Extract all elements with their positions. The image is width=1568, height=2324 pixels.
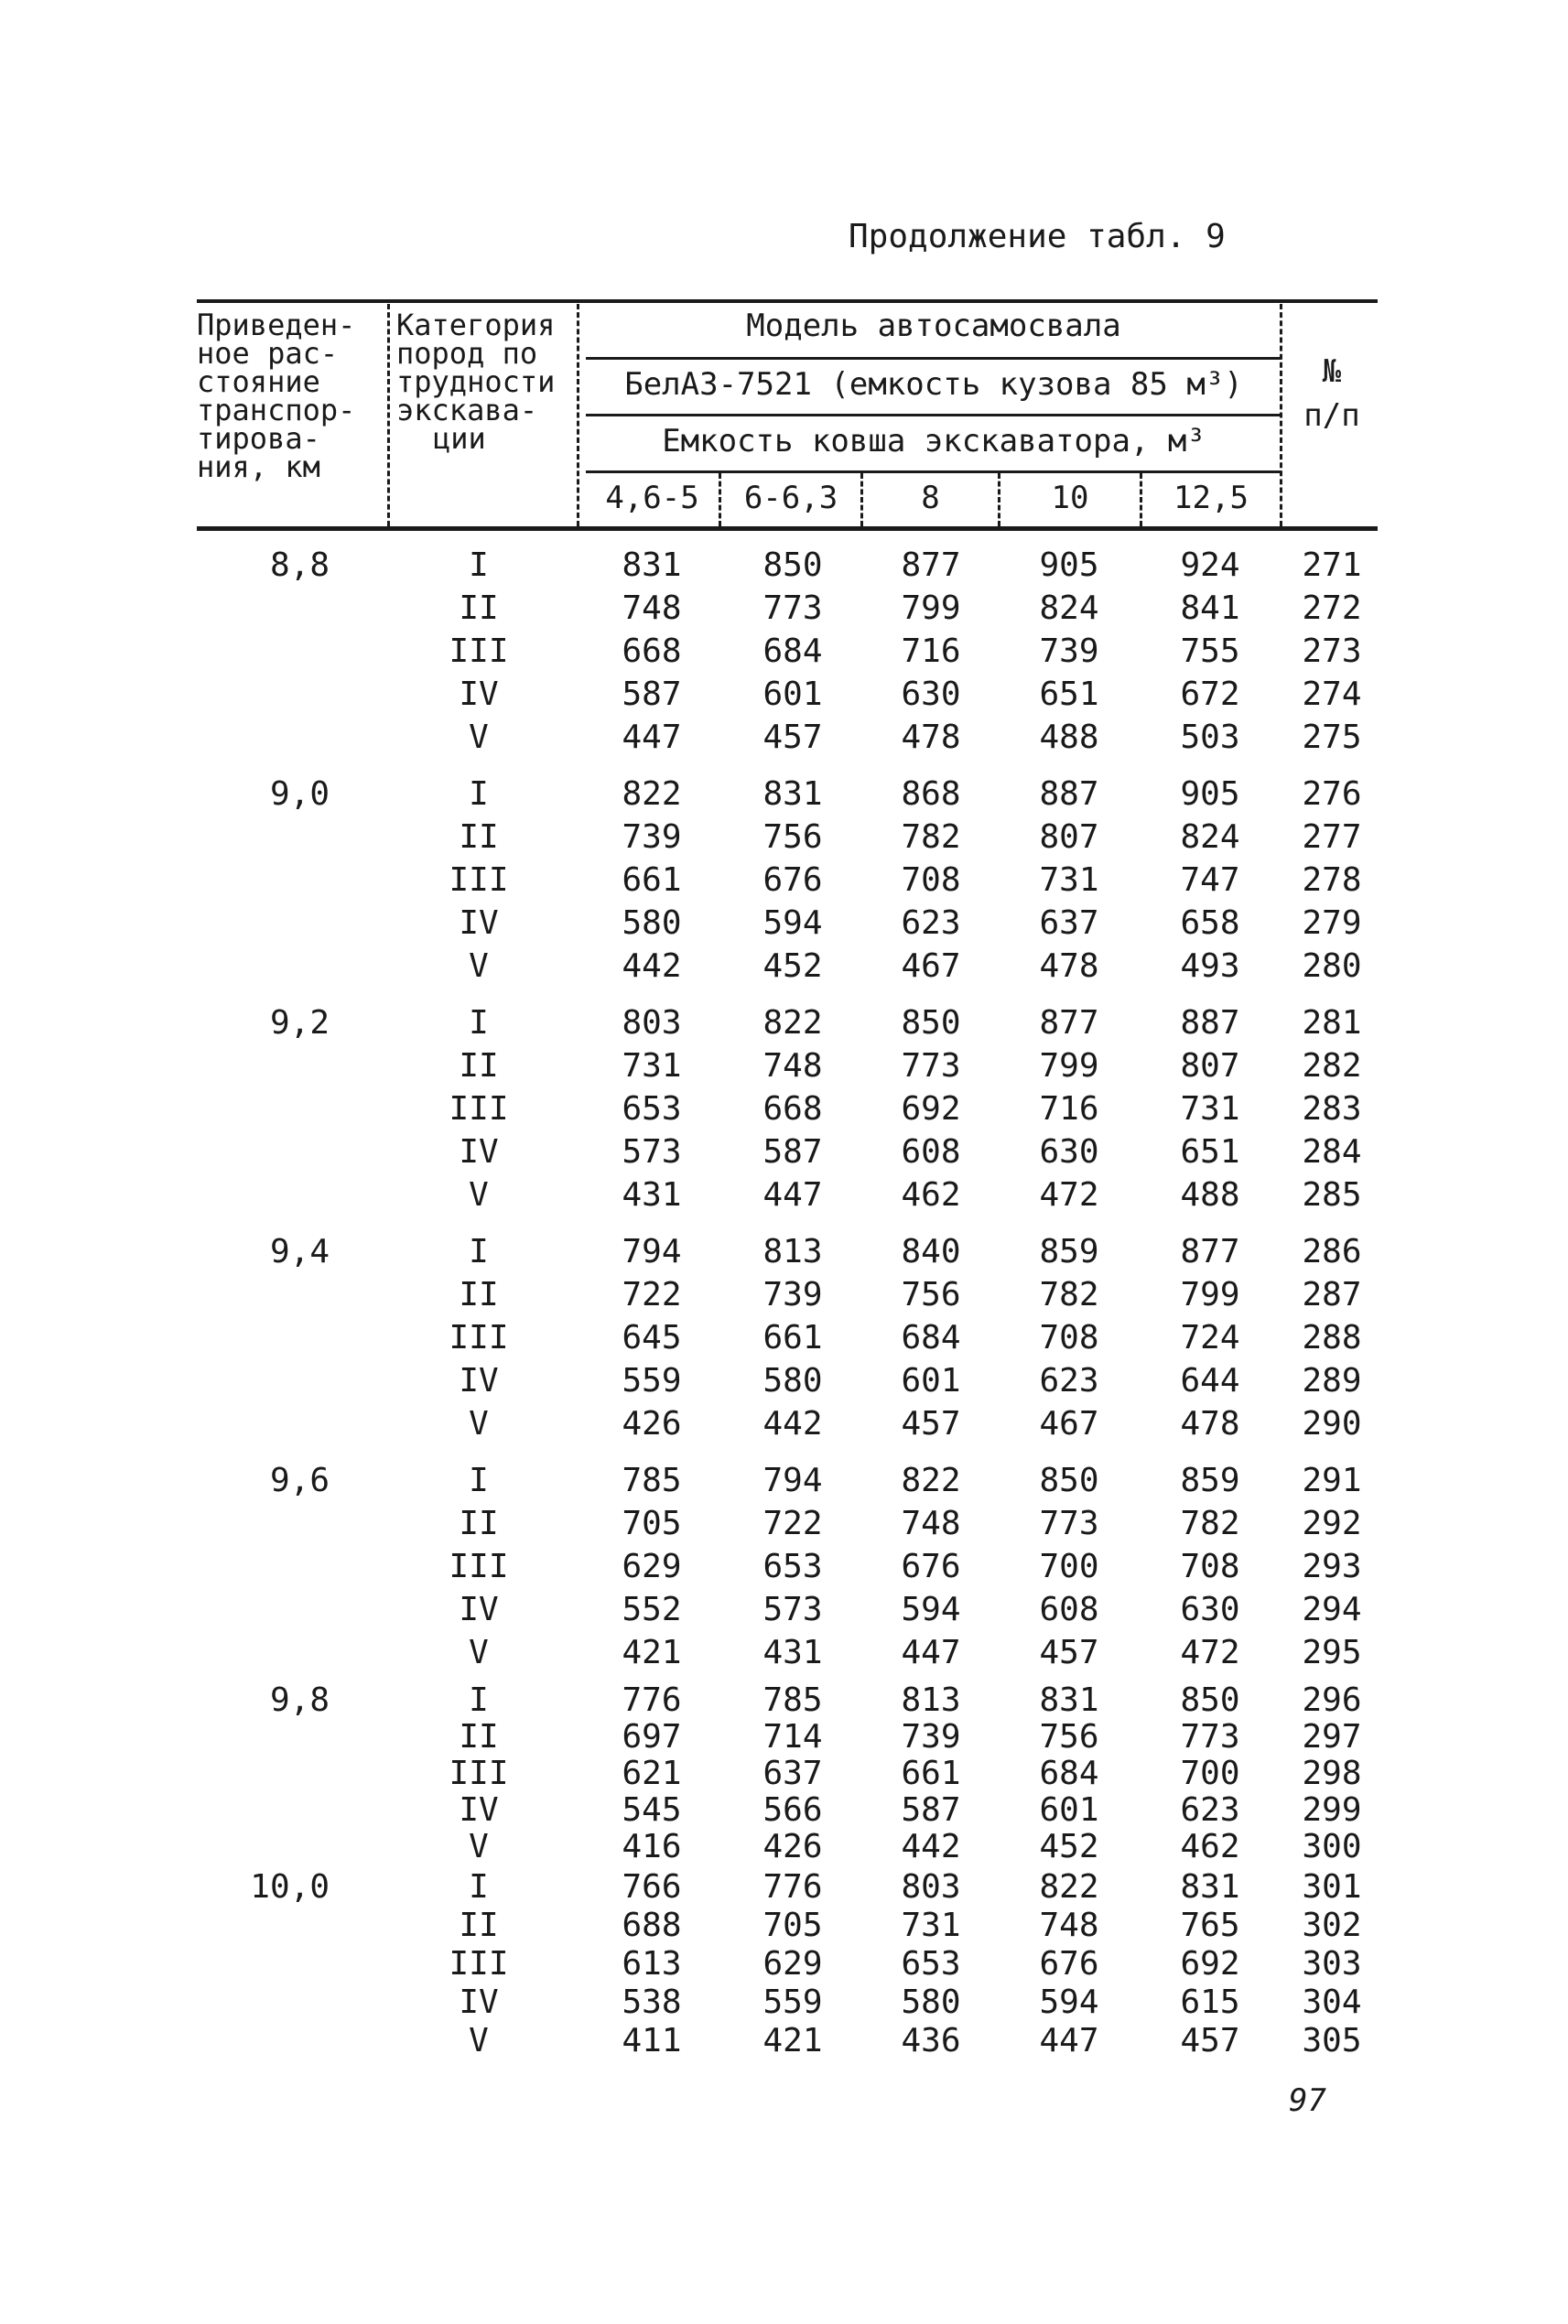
capacity-value: 807	[1039, 818, 1099, 856]
capacity-value: 850	[901, 1004, 961, 1042]
category-value: III	[449, 1319, 509, 1357]
capacity-value: 748	[1039, 1907, 1099, 1944]
category-value: II	[459, 1047, 499, 1085]
category-value: I	[469, 546, 489, 584]
capacity-value: 877	[901, 546, 961, 584]
capacity-value: 831	[1180, 1868, 1240, 1906]
capacity-value: 924	[1180, 546, 1240, 584]
capacity-value: 623	[901, 904, 961, 942]
capacity-value: 831	[1039, 1681, 1099, 1719]
header-number-line: п/п	[1303, 397, 1360, 434]
header-category-line: экскава-	[396, 393, 538, 427]
category-value: V	[469, 947, 489, 985]
capacity-value: 658	[1180, 904, 1240, 942]
capacity-value: 457	[1180, 2022, 1240, 2059]
capacity-value: 684	[901, 1319, 961, 1357]
capacity-value: 748	[762, 1047, 823, 1085]
capacity-value: 859	[1039, 1233, 1099, 1270]
category-value: III	[449, 1090, 509, 1128]
capacity-value: 722	[762, 1505, 823, 1542]
capacity-value: 747	[1180, 861, 1240, 899]
capacity-value: 452	[762, 947, 823, 985]
category-value: IV	[459, 904, 499, 942]
capacity-value: 457	[762, 719, 823, 756]
capacity-value: 629	[622, 1548, 682, 1585]
capacity-value: 580	[901, 1984, 961, 2021]
capacity-value: 850	[1180, 1681, 1240, 1719]
category-value: IV	[459, 676, 499, 713]
header-bucket-size: 8	[921, 480, 940, 516]
capacity-value: 601	[1039, 1791, 1099, 1829]
capacity-value: 653	[901, 1945, 961, 1983]
row-number: 295	[1302, 1634, 1362, 1671]
row-number: 298	[1302, 1755, 1362, 1792]
capacity-value: 493	[1180, 947, 1240, 985]
capacity-value: 887	[1039, 775, 1099, 813]
category-value: V	[469, 1634, 489, 1671]
capacity-value: 645	[622, 1319, 682, 1357]
capacity-value: 700	[1180, 1755, 1240, 1792]
row-number: 275	[1302, 719, 1362, 756]
capacity-value: 621	[622, 1755, 682, 1792]
capacity-value: 803	[901, 1868, 961, 1906]
row-number: 272	[1302, 589, 1362, 627]
row-number: 286	[1302, 1233, 1362, 1270]
capacity-value: 601	[762, 676, 823, 713]
capacity-value: 478	[1180, 1405, 1240, 1443]
capacity-value: 748	[622, 589, 682, 627]
category-value: IV	[459, 1591, 499, 1628]
bucket-subrule	[586, 470, 1281, 473]
capacity-value: 756	[1039, 1718, 1099, 1756]
capacity-value: 877	[1180, 1233, 1240, 1270]
category-value: I	[469, 1462, 489, 1499]
capacity-value: 608	[1039, 1591, 1099, 1628]
header-category-line: Категория	[396, 308, 556, 342]
table-top-rule	[197, 299, 1378, 303]
header-distance-line: Приведен-	[197, 308, 356, 342]
capacity-value: 653	[622, 1090, 682, 1128]
capacity-value: 587	[622, 676, 682, 713]
row-number: 300	[1302, 1828, 1362, 1865]
category-value: I	[469, 1681, 489, 1719]
capacity-value: 813	[762, 1233, 823, 1270]
header-distance-line: транспор-	[197, 393, 356, 427]
row-number: 290	[1302, 1405, 1362, 1443]
capacity-value: 684	[1039, 1755, 1099, 1792]
header-distance	[197, 308, 356, 484]
category-value: I	[469, 1233, 489, 1270]
row-number: 296	[1302, 1681, 1362, 1719]
capacity-value: 700	[1039, 1548, 1099, 1585]
capacity-value: 644	[1180, 1362, 1240, 1400]
category-value: IV	[459, 1984, 499, 2021]
row-number: 304	[1302, 1984, 1362, 2021]
col-divider-2	[577, 304, 579, 526]
capacity-value: 488	[1039, 719, 1099, 756]
capacity-value: 708	[1039, 1319, 1099, 1357]
capacity-value: 629	[762, 1945, 823, 1983]
capacity-value: 850	[762, 546, 823, 584]
category-value: V	[469, 2022, 489, 2059]
page-number: 97	[1289, 2082, 1326, 2119]
capacity-value: 708	[1180, 1548, 1240, 1585]
capacity-value: 731	[1039, 861, 1099, 899]
capacity-value: 594	[1039, 1984, 1099, 2021]
capacity-value: 799	[1039, 1047, 1099, 1085]
category-value: II	[459, 1907, 499, 1944]
capacity-value: 613	[622, 1945, 682, 1983]
capacity-value: 447	[901, 1634, 961, 1671]
header-category-line: трудности	[396, 364, 556, 399]
truck-subrule	[586, 414, 1281, 416]
capacity-value: 841	[1180, 589, 1240, 627]
capacity-value: 756	[762, 818, 823, 856]
capacity-value: 538	[622, 1984, 682, 2021]
row-number: 292	[1302, 1505, 1362, 1542]
capacity-value: 824	[1039, 589, 1099, 627]
category-value: V	[469, 1828, 489, 1865]
capacity-value: 594	[762, 904, 823, 942]
category-value: II	[459, 589, 499, 627]
row-number: 303	[1302, 1945, 1362, 1983]
row-number: 280	[1302, 947, 1362, 985]
header-bottom-rule	[197, 526, 1378, 531]
category-value: III	[449, 1945, 509, 1983]
capacity-value: 859	[1180, 1462, 1240, 1499]
capacity-value: 442	[901, 1828, 961, 1865]
header-category	[396, 308, 556, 456]
capacity-value: 608	[901, 1133, 961, 1171]
capacity-value: 692	[1180, 1945, 1240, 1983]
capacity-value: 421	[622, 1634, 682, 1671]
distance-value: 9,0	[269, 775, 330, 813]
capacity-value: 739	[622, 818, 682, 856]
capacity-value: 447	[1039, 2022, 1099, 2059]
header-distance-line: стояние	[197, 364, 320, 399]
capacity-value: 566	[762, 1791, 823, 1829]
table-caption: Продолжение табл. 9	[849, 218, 1226, 255]
row-number: 287	[1302, 1276, 1362, 1313]
row-number: 284	[1302, 1133, 1362, 1171]
header-model: Модель автосамосвала	[746, 308, 1121, 344]
capacity-value: 822	[901, 1462, 961, 1499]
distance-value: 8,8	[269, 546, 330, 584]
capacity-value: 421	[762, 2022, 823, 2059]
capacity-value: 442	[762, 1405, 823, 1443]
capacity-value: 803	[622, 1004, 682, 1042]
capacity-value: 773	[762, 589, 823, 627]
capacity-value: 653	[762, 1548, 823, 1585]
capacity-value: 773	[1180, 1718, 1240, 1756]
category-value: I	[469, 1004, 489, 1042]
row-number: 282	[1302, 1047, 1362, 1085]
capacity-value: 457	[1039, 1634, 1099, 1671]
capacity-value: 651	[1180, 1133, 1240, 1171]
capacity-value: 503	[1180, 719, 1240, 756]
capacity-value: 773	[901, 1047, 961, 1085]
capacity-value: 668	[622, 632, 682, 670]
category-value: I	[469, 1868, 489, 1906]
capacity-value: 587	[762, 1133, 823, 1171]
row-number: 294	[1302, 1591, 1362, 1628]
capacity-value: 601	[901, 1362, 961, 1400]
capacity-value: 766	[622, 1868, 682, 1906]
row-number: 293	[1302, 1548, 1362, 1585]
capacity-value: 731	[622, 1047, 682, 1085]
capacity-value: 630	[1180, 1591, 1240, 1628]
capacity-value: 580	[622, 904, 682, 942]
category-value: II	[459, 1718, 499, 1756]
capacity-value: 545	[622, 1791, 682, 1829]
distance-value: 9,8	[269, 1681, 330, 1719]
capacity-value: 785	[622, 1462, 682, 1499]
capacity-value: 436	[901, 2022, 961, 2059]
capacity-value: 739	[1039, 632, 1099, 670]
row-number: 299	[1302, 1791, 1362, 1829]
capacity-value: 905	[1180, 775, 1240, 813]
capacity-value: 431	[762, 1634, 823, 1671]
capacity-value: 462	[1180, 1828, 1240, 1865]
capacity-value: 478	[901, 719, 961, 756]
row-number: 297	[1302, 1718, 1362, 1756]
capacity-value: 739	[762, 1276, 823, 1313]
capacity-value: 705	[762, 1907, 823, 1944]
capacity-value: 630	[901, 676, 961, 713]
header-bucket-size: 4,6-5	[605, 480, 699, 516]
capacity-value: 447	[762, 1176, 823, 1214]
category-value: V	[469, 719, 489, 756]
capacity-value: 623	[1180, 1791, 1240, 1829]
capacity-value: 782	[1039, 1276, 1099, 1313]
capacity-value: 831	[622, 546, 682, 584]
capacity-value: 472	[1180, 1634, 1240, 1671]
capacity-value: 822	[622, 775, 682, 813]
distance-value: 9,2	[269, 1004, 330, 1042]
capacity-value: 868	[901, 775, 961, 813]
capacity-value: 731	[901, 1907, 961, 1944]
header-truck: БелАЗ-7521 (емкость кузова 85 м³)	[624, 366, 1243, 403]
row-number: 271	[1302, 546, 1362, 584]
capacity-value: 731	[1180, 1090, 1240, 1128]
capacity-value: 676	[762, 861, 823, 899]
capacity-value: 739	[901, 1718, 961, 1756]
row-number: 277	[1302, 818, 1362, 856]
capacity-value: 794	[762, 1462, 823, 1499]
capacity-value: 684	[762, 632, 823, 670]
capacity-value: 457	[901, 1405, 961, 1443]
capacity-value: 637	[762, 1755, 823, 1792]
row-number: 281	[1302, 1004, 1362, 1042]
header-distance-line: ния, км	[197, 449, 320, 484]
capacity-value: 850	[1039, 1462, 1099, 1499]
row-number: 283	[1302, 1090, 1362, 1128]
capacity-value: 676	[1039, 1945, 1099, 1983]
capacity-value: 692	[901, 1090, 961, 1128]
capacity-value: 559	[762, 1984, 823, 2021]
row-number: 273	[1302, 632, 1362, 670]
category-value: V	[469, 1176, 489, 1214]
capacity-value: 637	[1039, 904, 1099, 942]
header-number-line: №	[1322, 353, 1342, 390]
capacity-value: 488	[1180, 1176, 1240, 1214]
capacity-value: 799	[901, 589, 961, 627]
capacity-value: 776	[762, 1868, 823, 1906]
distance-value: 9,4	[269, 1233, 330, 1270]
capacity-value: 447	[622, 719, 682, 756]
capacity-value: 676	[901, 1548, 961, 1585]
capacity-value: 559	[622, 1362, 682, 1400]
row-number: 289	[1302, 1362, 1362, 1400]
capacity-value: 580	[762, 1362, 823, 1400]
capacity-value: 661	[901, 1755, 961, 1792]
capacity-value: 661	[622, 861, 682, 899]
category-value: III	[449, 1755, 509, 1792]
capacity-value: 452	[1039, 1828, 1099, 1865]
row-number: 305	[1302, 2022, 1362, 2059]
capacity-value: 799	[1180, 1276, 1240, 1313]
capacity-value: 587	[901, 1791, 961, 1829]
model-subrule	[586, 357, 1281, 360]
capacity-value: 705	[622, 1505, 682, 1542]
capacity-value: 824	[1180, 818, 1240, 856]
capacity-value: 688	[622, 1907, 682, 1944]
col-divider-1	[387, 304, 390, 526]
capacity-value: 887	[1180, 1004, 1240, 1042]
row-number: 302	[1302, 1907, 1362, 1944]
category-value: III	[449, 861, 509, 899]
row-number: 276	[1302, 775, 1362, 813]
row-number: 278	[1302, 861, 1362, 899]
capacity-value: 840	[901, 1233, 961, 1270]
capacity-value: 442	[622, 947, 682, 985]
capacity-value: 426	[622, 1405, 682, 1443]
capacity-value: 714	[762, 1718, 823, 1756]
category-value: II	[459, 1505, 499, 1542]
capacity-value: 630	[1039, 1133, 1099, 1171]
distance-value: 10,0	[250, 1868, 330, 1906]
header-bucket-size: 10	[1051, 480, 1089, 516]
capacity-value: 462	[901, 1176, 961, 1214]
capacity-value: 831	[762, 775, 823, 813]
capacity-value: 716	[1039, 1090, 1099, 1128]
capacity-value: 905	[1039, 546, 1099, 584]
row-number: 291	[1302, 1462, 1362, 1499]
capacity-value: 426	[762, 1828, 823, 1865]
distance-value: 9,6	[269, 1462, 330, 1499]
header-category-line: пород по	[396, 336, 538, 371]
header-number	[1286, 350, 1378, 438]
capacity-value: 776	[622, 1681, 682, 1719]
capacity-value: 467	[901, 947, 961, 985]
header-bucket-size: 6-6,3	[743, 480, 838, 516]
capacity-value: 672	[1180, 676, 1240, 713]
capacity-value: 807	[1180, 1047, 1240, 1085]
header-bucket-size: 12,5	[1173, 480, 1249, 516]
capacity-value: 552	[622, 1591, 682, 1628]
category-value: I	[469, 775, 489, 813]
capacity-value: 773	[1039, 1505, 1099, 1542]
capacity-value: 785	[762, 1681, 823, 1719]
header-distance-line: ное рас-	[197, 336, 339, 371]
category-value: IV	[459, 1362, 499, 1400]
capacity-value: 467	[1039, 1405, 1099, 1443]
capacity-value: 822	[1039, 1868, 1099, 1906]
capacity-value: 431	[622, 1176, 682, 1214]
capacity-value: 782	[901, 818, 961, 856]
capacity-value: 416	[622, 1828, 682, 1865]
row-number: 279	[1302, 904, 1362, 942]
row-number: 288	[1302, 1319, 1362, 1357]
category-value: III	[449, 1548, 509, 1585]
header-bucket: Емкость ковша экскаватора, м³	[662, 423, 1206, 459]
row-number: 285	[1302, 1176, 1362, 1214]
capacity-value: 651	[1039, 676, 1099, 713]
capacity-value: 697	[622, 1718, 682, 1756]
capacity-value: 472	[1039, 1176, 1099, 1214]
category-value: II	[459, 818, 499, 856]
capacity-value: 755	[1180, 632, 1240, 670]
category-value: IV	[459, 1791, 499, 1829]
capacity-value: 813	[901, 1681, 961, 1719]
capacity-value: 668	[762, 1090, 823, 1128]
capacity-value: 794	[622, 1233, 682, 1270]
row-number: 301	[1302, 1868, 1362, 1906]
capacity-value: 748	[901, 1505, 961, 1542]
capacity-value: 594	[901, 1591, 961, 1628]
capacity-value: 615	[1180, 1984, 1240, 2021]
capacity-value: 573	[622, 1133, 682, 1171]
category-value: V	[469, 1405, 489, 1443]
category-value: II	[459, 1276, 499, 1313]
header-distance-line: тирова-	[197, 421, 320, 456]
capacity-value: 722	[622, 1276, 682, 1313]
capacity-value: 716	[901, 632, 961, 670]
capacity-value: 411	[622, 2022, 682, 2059]
capacity-value: 765	[1180, 1907, 1240, 1944]
capacity-value: 782	[1180, 1505, 1240, 1542]
category-value: IV	[459, 1133, 499, 1171]
capacity-value: 661	[762, 1319, 823, 1357]
header-category-line: ции	[433, 421, 486, 456]
capacity-value: 822	[762, 1004, 823, 1042]
capacity-value: 573	[762, 1591, 823, 1628]
category-value: III	[449, 632, 509, 670]
capacity-value: 756	[901, 1276, 961, 1313]
capacity-value: 724	[1180, 1319, 1240, 1357]
capacity-value: 877	[1039, 1004, 1099, 1042]
row-number: 274	[1302, 676, 1362, 713]
capacity-value: 623	[1039, 1362, 1099, 1400]
capacity-value: 478	[1039, 947, 1099, 985]
capacity-value: 708	[901, 861, 961, 899]
